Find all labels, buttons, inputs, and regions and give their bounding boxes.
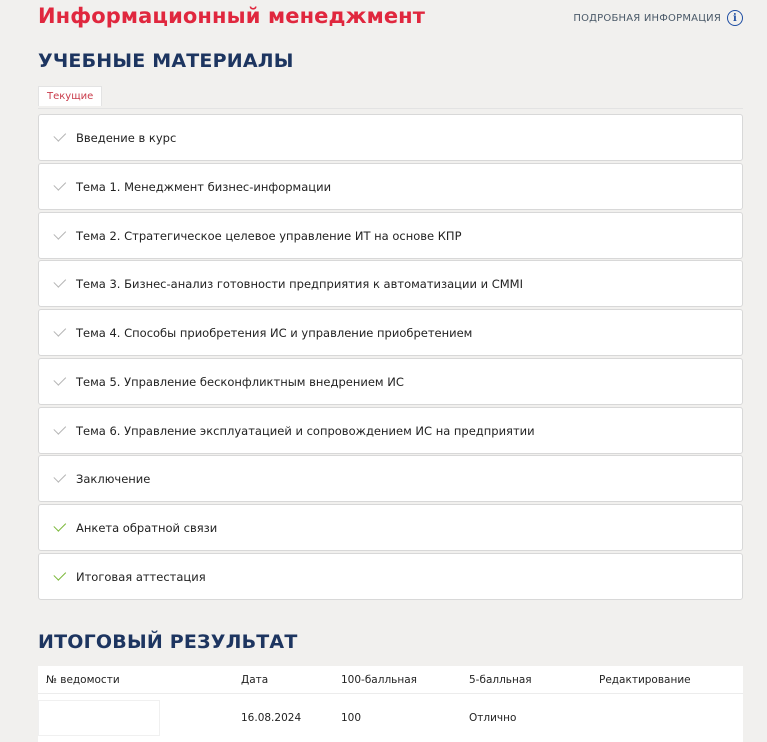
column-header-sheet: № ведомости: [46, 673, 120, 686]
check-done-icon: [53, 519, 66, 532]
list-item[interactable]: [38, 358, 743, 405]
column-header-date: Дата: [241, 673, 269, 686]
info-icon[interactable]: i: [727, 10, 743, 26]
list-item-label: Введение в курс: [76, 130, 177, 145]
cell-score100: 100: [341, 712, 362, 724]
more-info-link[interactable]: [573, 10, 743, 26]
check-icon: [53, 178, 66, 191]
table-header: [38, 666, 743, 694]
list-item[interactable]: [38, 163, 743, 210]
list-item-label: Анкета обратной связи: [76, 520, 218, 535]
check-icon: [53, 129, 66, 142]
list-item[interactable]: [38, 553, 743, 600]
check-icon: [53, 373, 66, 386]
column-header-score5: 5-балльная: [469, 673, 532, 686]
list-item-label: Тема 1. Менеджмент бизнес-информации: [76, 179, 332, 194]
list-item[interactable]: [38, 260, 743, 307]
page-title: Информационный менеджмент: [38, 4, 426, 28]
results-section-title: ИТОГОВЫЙ РЕЗУЛЬТАТ: [38, 631, 298, 653]
check-icon: [53, 275, 66, 288]
check-icon: [53, 470, 66, 483]
list-item-label: Тема 5. Управление бесконфликтным внедрением ИС: [76, 374, 404, 389]
cell-score5: Отлично: [469, 712, 517, 724]
results-table: [38, 666, 743, 742]
list-item-label: Тема 4. Способы приобретения ИС и управление приобретением: [76, 325, 473, 340]
materials-list: [38, 108, 743, 584]
list-item-label: Тема 6. Управление эксплуатацией и сопровождением ИС на предприятии: [76, 423, 535, 438]
check-icon: [53, 227, 66, 240]
list-item[interactable]: [38, 114, 743, 161]
sheet-no-field: [38, 700, 160, 736]
column-header-edit: Редактирование: [599, 673, 691, 686]
cell-sheet-no: [38, 700, 241, 736]
list-item-label: Заключение: [76, 471, 151, 486]
table-row: [38, 694, 743, 742]
list-item-label: Итоговая аттестация: [76, 569, 206, 584]
list-item[interactable]: [38, 455, 743, 502]
list-item[interactable]: [38, 504, 743, 551]
cell-date: 16.08.2024: [241, 712, 302, 724]
check-done-icon: [53, 568, 66, 581]
list-item[interactable]: [38, 309, 743, 356]
list-item-label: Тема 3. Бизнес-анализ готовности предприятия к автоматизации и CMMI: [76, 276, 524, 291]
list-item[interactable]: [38, 212, 743, 259]
tab-current[interactable]: Текущие: [38, 86, 102, 106]
check-icon: [53, 324, 66, 337]
materials-section-title: УЧЕБНЫЕ МАТЕРИАЛЫ: [38, 50, 294, 72]
list-item[interactable]: [38, 407, 743, 454]
check-icon: [53, 422, 66, 435]
list-item-label: Тема 2. Стратегическое целевое управление ИТ на основе КПР: [76, 228, 462, 243]
more-info-label: ПОДРОБНАЯ ИНФОРМАЦИЯ: [573, 12, 721, 24]
column-header-score100: 100-балльная: [341, 673, 417, 686]
